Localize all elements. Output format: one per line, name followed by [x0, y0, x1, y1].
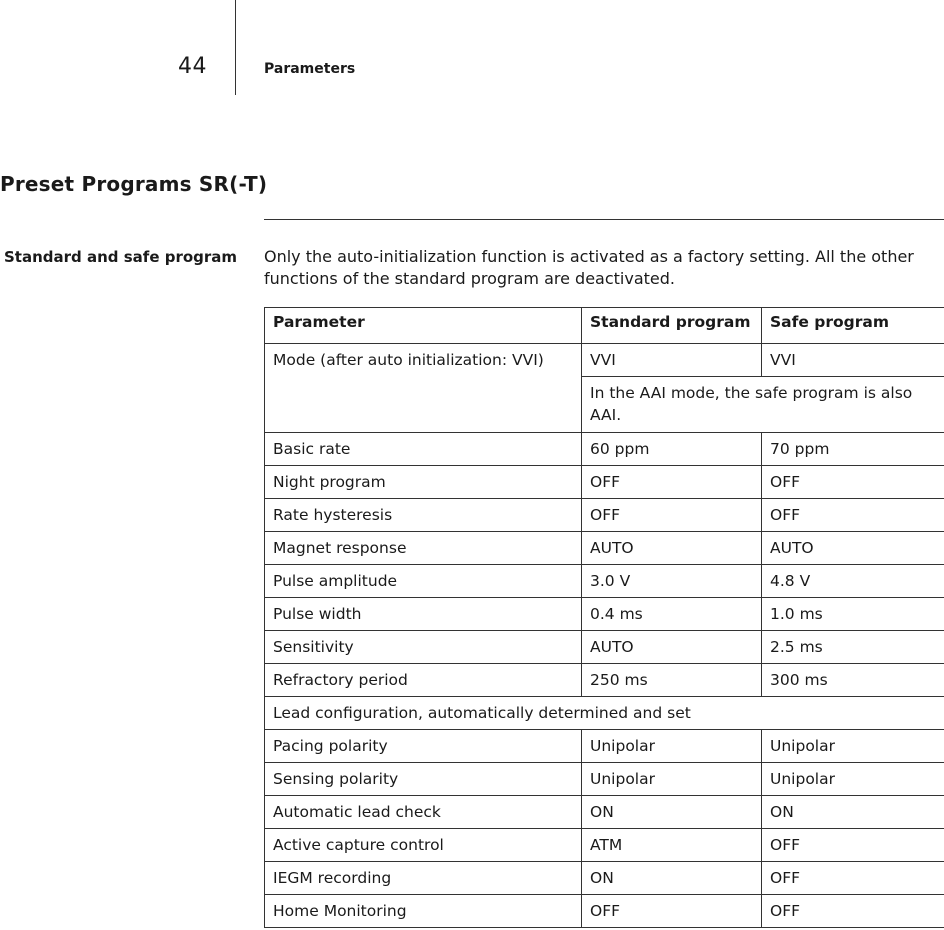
table-row — [265, 631, 944, 664]
cell-standard: OFF — [582, 499, 762, 532]
cell-standard: 3.0 V — [582, 565, 762, 598]
cell-parameter: Magnet response — [265, 532, 582, 565]
cell-standard: ON — [582, 796, 762, 829]
parameters-table — [264, 307, 944, 928]
table-row — [265, 565, 944, 598]
cell-standard: 250 ms — [582, 664, 762, 697]
side-label: Standard and safe program — [4, 248, 238, 266]
table-row — [265, 730, 944, 763]
section-title: Preset Programs SR(-T) — [0, 172, 268, 196]
cell-safe: 70 ppm — [762, 433, 944, 466]
cell-safe: OFF — [762, 895, 944, 928]
table-row — [265, 598, 944, 631]
cell-mode-note: In the AAI mode, the safe program is also AAI. — [582, 377, 944, 433]
cell-safe: Unipolar — [762, 763, 944, 796]
column-header-standard: Standard program — [582, 308, 762, 344]
cell-safe: VVI — [762, 344, 944, 377]
cell-parameter: Pacing polarity — [265, 730, 582, 763]
table-row — [265, 895, 944, 928]
cell-parameter: Home Monitoring — [265, 895, 582, 928]
table-row — [265, 664, 944, 697]
running-header-title: Parameters — [264, 61, 356, 77]
table-row — [265, 763, 944, 796]
cell-parameter: Sensitivity — [265, 631, 582, 664]
cell-parameter: Rate hysteresis — [265, 499, 582, 532]
cell-parameter: Pulse amplitude — [265, 565, 582, 598]
table-row-mode — [265, 344, 944, 377]
cell-standard: 60 ppm — [582, 433, 762, 466]
cell-parameter: Pulse width — [265, 598, 582, 631]
cell-safe: OFF — [762, 829, 944, 862]
cell-safe: 4.8 V — [762, 565, 944, 598]
table-row — [265, 499, 944, 532]
table-row — [265, 829, 944, 862]
cell-standard: Unipolar — [582, 763, 762, 796]
cell-parameter: Mode (after auto initialization: VVI) — [265, 344, 582, 433]
table-row — [265, 796, 944, 829]
table-row — [265, 433, 944, 466]
cell-safe: AUTO — [762, 532, 944, 565]
cell-lead-configuration: Lead configuration, automatically determined and set — [265, 697, 944, 730]
page-number: 44 — [178, 54, 207, 79]
header-divider — [235, 0, 236, 95]
cell-standard: 0.4 ms — [582, 598, 762, 631]
cell-parameter: Refractory period — [265, 664, 582, 697]
cell-safe: Unipolar — [762, 730, 944, 763]
cell-standard: VVI — [582, 344, 762, 377]
table-row — [265, 862, 944, 895]
table-row — [265, 532, 944, 565]
cell-standard: ON — [582, 862, 762, 895]
cell-safe: OFF — [762, 466, 944, 499]
cell-safe: 300 ms — [762, 664, 944, 697]
column-header-safe: Safe program — [762, 308, 944, 344]
cell-standard: OFF — [582, 895, 762, 928]
cell-standard: OFF — [582, 466, 762, 499]
cell-safe: OFF — [762, 499, 944, 532]
column-header-parameter: Parameter — [265, 308, 582, 344]
table-row-lead-configuration — [265, 697, 944, 730]
cell-standard: AUTO — [582, 631, 762, 664]
cell-parameter: Night program — [265, 466, 582, 499]
cell-parameter: Automatic lead check — [265, 796, 582, 829]
cell-parameter: Basic rate — [265, 433, 582, 466]
table-header-row — [265, 308, 944, 344]
cell-parameter: Sensing polarity — [265, 763, 582, 796]
section-divider — [264, 219, 944, 220]
cell-safe: OFF — [762, 862, 944, 895]
cell-safe: 2.5 ms — [762, 631, 944, 664]
cell-standard: Unipolar — [582, 730, 762, 763]
intro-paragraph: Only the auto-initialization function is activated as a factory setting. All the other functions of the standard program are deactivated. — [264, 247, 914, 288]
table-row — [265, 466, 944, 499]
cell-parameter: Active capture control — [265, 829, 582, 862]
cell-safe: 1.0 ms — [762, 598, 944, 631]
cell-safe: ON — [762, 796, 944, 829]
cell-standard: AUTO — [582, 532, 762, 565]
cell-standard: ATM — [582, 829, 762, 862]
cell-parameter: IEGM recording — [265, 862, 582, 895]
